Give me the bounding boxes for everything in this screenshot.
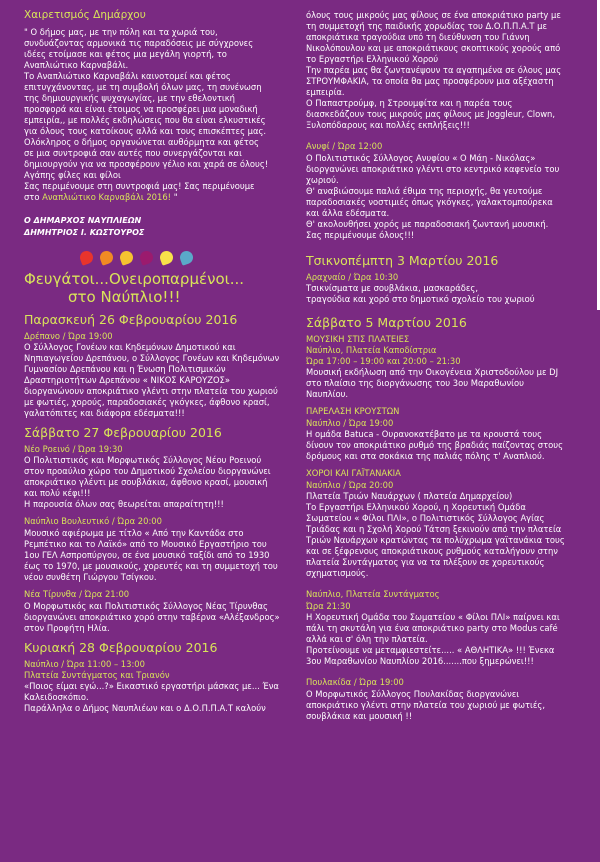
text-line: Ξυλοπόδαρους και πολλές εκπλήξεις!!!	[306, 120, 470, 130]
event-place: Ναύπλιο, Πλατεία Καποδίστρια	[306, 345, 437, 355]
text-line: «Ποιος είμαι εγώ...?» Εικαστικό εργαστήρι μάσκας με... Ένα	[24, 681, 279, 691]
text-line: Νηπιαγωγείου Δρεπάνου, ο Σύλλογος Γονέων και Κηδεμόνων	[24, 353, 280, 363]
text-line: Ναυπλίου.	[306, 389, 349, 399]
text-line: Τριών Ναυάρχων κρατώντας τα πολύχρωμα γαϊτανάκια τους	[306, 535, 565, 545]
text-line: Μουσικό αφιέρωμα με τίτλο « Από την Καντάδα στο	[24, 528, 244, 538]
blue-dot	[178, 249, 195, 266]
text-line: με φωτιές, χορούς, παραδοσιακές γκόγκες, άφθονο κρασί,	[24, 397, 270, 407]
text-line: Ο Μορφωτικός Σύλλογος Πουλακίδας διοργανώνει	[306, 689, 520, 699]
text-line: Προτείνουμε να μεταμφιεστείτε..... « ΑΘΛΗΤΙΚΑ» !!! Ένεκα	[306, 645, 555, 655]
text-line: Το Αναπλιώτικο Καρναβάλι καινοτομεί και φέτος	[24, 71, 231, 81]
event-place: Πλατεία Συντάγματος και Τριανόν	[24, 670, 170, 680]
text-line: γαλατόπιτες και διάφορα εδέσματα!!!	[24, 408, 185, 418]
sat27-text-3	[24, 601, 290, 634]
text-line: Η παρουσία όλων σας θεωρείται απαραίτητη!!!	[24, 499, 224, 509]
text-line: Πλατεία Τριών Ναυάρχων ( πλατεία Δημαρχείου)	[306, 491, 513, 501]
event-place: Ναύπλιο / Ώρα 19:00	[306, 418, 394, 428]
sun28-text	[24, 681, 290, 714]
amber-dot	[118, 249, 135, 266]
text-line: και πολύ κέφι!!!	[24, 488, 91, 498]
text-line: εμπειρία.	[306, 87, 345, 97]
sat27-title: Σάββατο 27 Φεβρουαρίου 2016	[24, 425, 222, 440]
greeting-text	[24, 27, 290, 203]
text-line: Το Εργαστήρι Ελληνικού Χορού, η Χορευτική Ομάδα	[306, 502, 526, 512]
text-line: έως το 1970, με μουσικούς, χορευτές και τη συμμετοχή του	[24, 561, 278, 571]
orange-dot	[98, 249, 115, 266]
text-line: συνδυάζοντας αρμονικά τις παραδόσεις με σύγχρονες	[24, 38, 254, 48]
text-line: 3ου Μαραθωνίου Ναυπλίου 2016.......που ξημερώνει!!!	[306, 656, 534, 666]
fri26-text	[24, 342, 290, 419]
fri26-title: Παρασκευή 26 Φεβρουαρίου 2016	[24, 312, 238, 327]
thu3-title: Τσικνοπέμπτη 3 Μαρτίου 2016	[306, 253, 499, 268]
text-line: για όλους τους κατοίκους αλλά και τους επισκέπτες μας.	[24, 126, 267, 136]
text-line: χωριού.	[306, 175, 339, 185]
text-line: στο πλαίσιο της διοργάνωσης του 3ου Μαραθωνίου	[306, 378, 524, 388]
text-line: Νικολόπουλου και με αποκριάτικους σκοπτικούς χορούς από	[306, 43, 561, 53]
text-line: επιτυγχάνοντας, με τη συμβολή όλων μας, τη συνένωση	[24, 82, 262, 92]
event-place: Δρέπανο / Ώρα 19:00	[24, 331, 113, 341]
carnival-highlight: Αναπλιώτικο Καρναβάλι 2016!	[42, 192, 172, 202]
text-line: διοργανώνει αποκριάτικο χορό στην ταβέρνα «Αλέξανδρος»	[24, 612, 280, 622]
text-line: προσφορά και είναι έτοιμος να προσφέρει μια μοναδική	[24, 104, 258, 114]
tagline-line: Φευγάτοι...Ονειροπαρμένοι...	[24, 270, 245, 288]
text-line	[24, 192, 290, 203]
red-dot	[78, 249, 95, 266]
sun28-title: Κυριακή 28 Φεβρουαρίου 2016	[24, 640, 218, 655]
signature	[24, 215, 290, 239]
event-time: Ώρα 21:30	[306, 601, 351, 611]
event-place: Πουλακίδα / Ώρα 19:00	[306, 677, 404, 687]
text-line: Δραστηριοτήτων Δρεπάνου « ΝΙΚΟΣ ΚΑΡΟΥΖΟΣ»	[24, 375, 230, 385]
event-place: Ναύπλιο, Πλατεία Συντάγματος	[306, 589, 440, 599]
event-place: Ναύπλιο / Ώρα 20:00	[306, 480, 394, 490]
text-span: στο	[24, 192, 43, 202]
text-line: διοργανώνουν αποκριάτικο γλέντι στην πλατεία του χωριού	[24, 386, 278, 396]
text-line: παραδοσιακές νοστιμιές όπως γκόγκες, γαλακτομπούρεκα	[306, 197, 553, 207]
text-line: δίνουν τον αποκριάτικο ρυθμό της βραδιάς παίζοντας στους	[306, 440, 564, 450]
sat27-text-1	[24, 455, 290, 510]
tagline-line: στο Ναύπλιο!!!	[68, 288, 181, 306]
sat5-title: Σάββατο 5 Μαρτίου 2016	[306, 315, 467, 330]
right-column	[306, 10, 588, 722]
text-line: Ο Πολιτιστικός Σύλλογος Ανυφίου « Ο Μάη - Νικόλας»	[306, 153, 536, 163]
text-line: της δημιουργικής ψυχαγωγίας, με την εθελοντική	[24, 93, 235, 103]
text-line: σουβλάκια και μουσική !!	[306, 711, 413, 721]
text-line: Σας περιμένουμε όλους!!!	[306, 230, 415, 240]
text-line: Τριάδας και η Σχολή Χορού Τάτση ξεκινούν από την πλατεία	[306, 524, 562, 534]
text-line: Θ' αναβιώσουμε παλιά έθιμα της περιοχής, θα γευτούμε	[306, 186, 543, 196]
parade-text	[306, 429, 588, 462]
text-line: όλους τους μικρούς μας φίλους σε ένα αποκριάτικο party με	[306, 10, 561, 20]
party-text	[306, 10, 588, 131]
text-line: αποκριάτικο γλέντι στην πλατεία του χωριού με φωτιές,	[306, 700, 545, 710]
text-line: πλατεία Συντάγματος για να τα πλέξουν σε χορευτικούς	[306, 557, 545, 567]
text-span: "	[171, 192, 178, 202]
text-line: Αναπλιώτικο Καρναβάλι.	[24, 60, 129, 70]
event-place: Ναύπλιο Βουλευτικό / Ώρα 20:00	[24, 516, 162, 526]
text-line: διασκεδάζουν τους μικρούς μας φίλους με Joggleur, Clown,	[306, 109, 556, 119]
signature-line: ΔΗΜΗΤΡΙΟΣ Ι. ΚΩΣΤΟΥΡΟΣ	[24, 228, 145, 237]
thu3-text	[306, 283, 588, 305]
text-line: Αγάπης φίλες και φίλοι	[24, 170, 121, 180]
anyfi-text	[306, 153, 588, 241]
music-text	[306, 367, 588, 400]
text-line: τραγούδια και χορό στο δημοτικό σχολείο του χωριού	[306, 294, 535, 304]
text-line: αποκριάτικο γλέντι με σουβλάκια, άφθονο κρασί, μουσική	[24, 477, 268, 487]
event-place: Νέα Τίρυνθα / Ώρα 21:00	[24, 589, 130, 599]
sat27-text-2	[24, 528, 290, 583]
dance-text	[306, 491, 588, 579]
text-line: Ο Σύλλογος Γονέων και Κηδεμόνων Δημοτικού και	[24, 342, 236, 352]
confetti-dots	[80, 251, 290, 264]
text-line: δρόμους και στα σοκάκια της παλιάς πόλης τ' Αναπλιού.	[306, 451, 545, 461]
text-line: τη συμμετοχή της παιδικής χορωδίας του Δ.Ο.Π.Π.Α.Τ με	[306, 21, 548, 31]
section-heading: ΠΑΡΕΛΑΣΗ ΚΡΟΥΣΤΩΝ	[306, 406, 400, 416]
text-line: Σωματείου « Φίλοι ΠΛΙ», ο Πολιτιστικός Σύλλογος Αγίας	[306, 513, 545, 523]
text-line: Ο Πολιτιστικός και Μορφωτικός Σύλλογος Νέου Ροεινού	[24, 455, 262, 465]
event-place: Ναύπλιο / Ώρα 11:00 – 13:00	[24, 659, 145, 669]
text-line: αλλά και σ' όλη την πλατεία.	[306, 634, 428, 644]
text-line: Μουσική εκδήλωση από την Οικογένεια Χριστοδούλου με DJ	[306, 367, 559, 377]
text-line: Ο Παπαστρούμφ, η Στρουμφίτα και η παρέα τους	[306, 98, 513, 108]
text-line: το Εργαστήρι Ελληνικού Χορού	[306, 54, 439, 64]
text-line: Παράλληλα ο Δήμος Ναυπλιέων και ο Δ.Ο.Π.Π.Α.Τ καλούν	[24, 703, 266, 713]
text-line: και άλλα εδέσματα.	[306, 208, 390, 218]
text-line: Τσικνίσματα με σουβλάκια, μασκαράδες,	[306, 283, 478, 293]
signature-line: Ο ΔΗΜΑΡΧΟΣ ΝΑΥΠΛΙΕΩΝ	[24, 216, 142, 225]
text-line: " Ο δήμος μας, με την πόλη και τα χωριά του,	[24, 27, 218, 37]
text-line: εμπειρία,, με πολλές εκδηλώσεις που θα είναι ελκυστικές	[24, 115, 266, 125]
text-line: και σε ξέφρενους αποκριάτικους ρυθμούς καταλήγουν στην	[306, 546, 558, 556]
greeting-title: Χαιρετισμός Δημάρχου	[24, 9, 146, 21]
magenta-dot	[138, 249, 155, 266]
text-line: δημιουργούν για να προσφέρουν γέλιο και χαρά σε όλους!	[24, 159, 269, 169]
text-line: σε μια συντροφιά σαν αυτές που συνεργάζονται και	[24, 148, 242, 158]
text-line: αποκριάτικα τραγούδια υπό τη διεύθυνση του Γιάννη	[306, 32, 530, 42]
text-line: Καλειδοσκόπιο.	[24, 692, 89, 702]
section-heading: ΧΟΡΟΙ ΚΑΙ ΓΑΪΤΑΝΑΚΙΑ	[306, 468, 401, 478]
event-place: Ανυφί / Ώρα 12:00	[306, 141, 383, 151]
text-line: Η ομάδα Batuca - Ουρανοκατέβατο με τα κρουστά τους	[306, 429, 543, 439]
syntagma-text	[306, 612, 588, 667]
text-line: Ολόκληρος ο δήμος οργανώνεται αυθόρμητα και φέτος	[24, 137, 259, 147]
section-heading: ΜΟΥΣΙΚΗ ΣΤΙΣ ΠΛΑΤΕΙΕΣ	[306, 334, 410, 344]
left-column	[24, 10, 290, 714]
text-line: νέου συνθέτη Γιώργου Τσίγκου.	[24, 572, 157, 582]
text-line: Ρεμπέτικο και το Λαϊκό» από το Μουσικό Εργαστήριο του	[24, 539, 267, 549]
text-line: Ο Μορφωτικός και Πολιτιστικός Σύλλογος Νέας Τίρυνθας	[24, 601, 268, 611]
text-line: ιδέες ετοίμασε και φέτος μια μεγάλη γιορτή, το	[24, 49, 227, 59]
text-line: σχηματισμούς.	[306, 568, 369, 578]
text-line: Θ' ακολουθήσει χορός με παραδοσιακή ζωντανή μουσική.	[306, 219, 549, 229]
text-line: Σας περιμένουμε στη συντροφιά μας! Σας περιμένουμε	[24, 181, 255, 191]
event-place: Αραχναίο / Ώρα 10:30	[306, 272, 399, 282]
text-line: πάλι τη σκυτάλη για ένα αποκριάτικο party στο Modus café	[306, 623, 558, 633]
text-line: Την παρέα μας θα ζωντανέψουν τα αγαπημένα σε όλους μας	[306, 65, 562, 75]
text-line: Η Χορευτική Ομάδα του Σωματείου « Φίλοι ΠΛΙ» παίρνει και	[306, 612, 560, 622]
text-line: Γυμνασίου Δρεπάνου και η Ένωση Πολιτισμικών	[24, 364, 226, 374]
poulakida-text	[306, 689, 588, 722]
yellow-dot	[158, 249, 175, 266]
text-line: στον προαύλιο χώρο του Δημοτικού Σχολείου διοργανώνει	[24, 466, 271, 476]
tagline	[24, 270, 290, 306]
text-line: στον Προφήτη Ηλία.	[24, 623, 110, 633]
text-line: διοργανώνει αποκριάτικο γλέντι στο κεντρικό καφενείο του	[306, 164, 560, 174]
event-time: Ώρα 17:00 – 19:00 και 20:00 – 21:30	[306, 356, 461, 366]
text-line: 1ου ΓΕΛ Ασπροπύργου, σε ένα μουσικό ταξίδι από το 1930	[24, 550, 270, 560]
text-line: ΣΤΡΟΥΜΦΑΚΙΑ, τα οποία θα μας προσφέρουν μια αξέχαστη	[306, 76, 554, 86]
event-place: Νέο Ροεινό / Ώρα 19:30	[24, 444, 123, 454]
